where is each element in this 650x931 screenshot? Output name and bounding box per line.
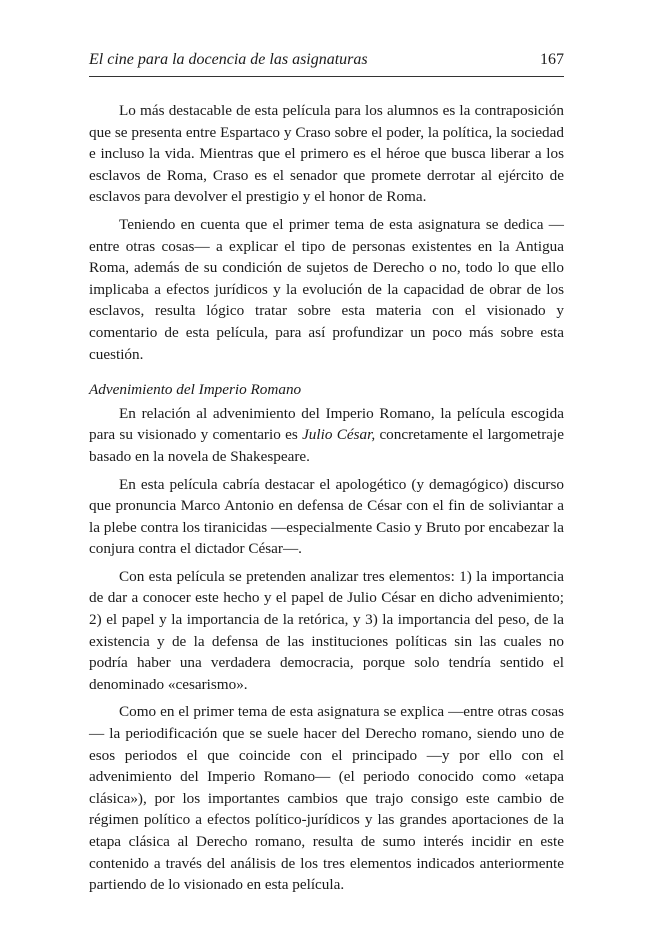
paragraph-espartaco-craso: Lo más destacable de esta película para los alumnos es la contraposición que se presenta entre Espartaco y Craso sobre el poder, la política, la sociedad e incluso la vida. Mientras que el primero es el héroe que busca liberar a los esclavos de Roma, Craso es el senador que promete derrotar al ejército de esclavos para devolver el prestigio y el honor de Roma.: [89, 102, 564, 206]
paragraph-periodification: Como en el primer tema de esta asignatura se explica —entre otras cosas— la periodificación que se suele hacer del Derecho romano, siendo uno de esos periodos el que coincide con el principado —y por ello con el advenimiento del Imperio Romano— (el periodo conocido como «etapa clásica»), por los importantes cambios que trajo consigo este cambio de régimen político a efectos político-jurídicos y las grandes aportaciones de la etapa clásica al Derecho romano, resulta de sumo interés incidir en este contenido a través del análisis de los tres elementos indicados anteriormente partiendo de lo visionado en esta película.: [89, 703, 564, 894]
film-title: Julio César,: [302, 426, 376, 444]
section-heading: Advenimiento del Imperio Romano: [89, 381, 302, 399]
paragraph-marco-antonio: En esta película cabría destacar el apologético (y demagógico) discurso que pronuncia Marco Antonio en defensa de César con el fin de soliviantar a la plebe contra los tiranicidas —especialmente Casio y Bruto por encabezar la conjura contra el dictador César—.: [89, 475, 564, 558]
paragraph-film-choice-tail: concretamente el largometraje basado en la novela de Shakespeare.: [89, 426, 565, 465]
paragraph-three-elements: Con esta película se pretenden analizar tres elementos: 1) la importancia de dar a conocer este hecho y el papel de Julio César en dicho advenimiento; 2) el papel y la importancia de la retórica, y 3) la importancia del peso, de la existencia y de la defensa de las instituciones políticas sin las cuales no podría haber una verdadera democracia, porque solo tendría sentido el denominado «cesarismo».: [89, 567, 564, 693]
header-divider: [89, 76, 564, 77]
page-body: [89, 100, 564, 902]
running-header: [89, 48, 564, 72]
paragraph-film-choice-text: En relación al advenimiento del Imperio Romano, la película escogida para su visionado y comentario es: [89, 404, 564, 444]
running-title: El cine para la docencia de las asignaturas: [89, 51, 368, 68]
paragraph-first-topic: Teniendo en cuenta que el primer tema de esta asignatura se dedica —entre otras cosas— a explicar el tipo de personas existentes en la Antigua Roma, además de su condición de sujetos de Derecho o no, todo lo que ello implicaba a efectos jurídicos y la evolución de la capacidad de obrar de los esclavos, resulta lógico tratar sobre esta materia con el visionado y comentario de esta película, para así profundizar un poco más sobre esta cuestión.: [89, 215, 564, 363]
page-number: 167: [540, 51, 564, 68]
paragraph-film-choice: [89, 403, 564, 468]
